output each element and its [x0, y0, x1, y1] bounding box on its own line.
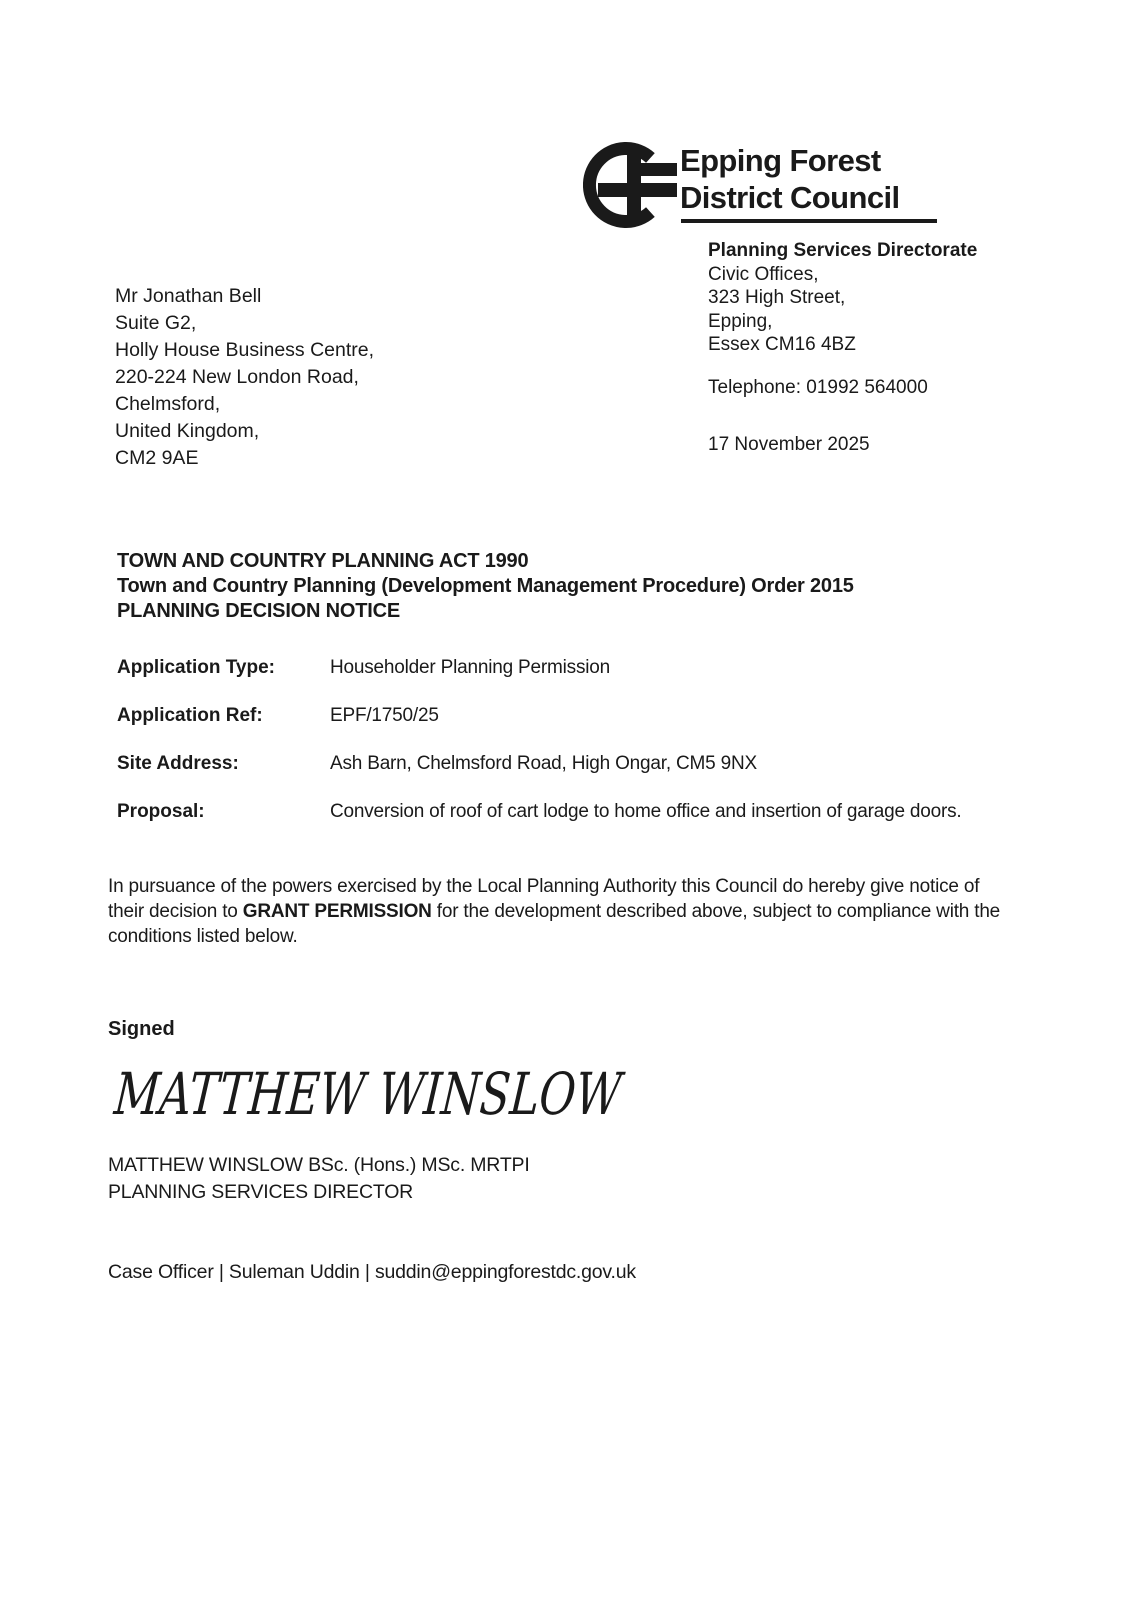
letter-date: 17 November 2025: [708, 434, 870, 455]
sender-address-line: Essex CM16 4BZ: [708, 334, 856, 355]
decision-grant-permission: GRANT PERMISSION: [242, 901, 432, 922]
sender-telephone: Telephone: 01992 564000: [708, 376, 928, 398]
decision-text-after: for the development described above, subject to compliance with the conditions listed below.: [108, 901, 1001, 947]
council-name: [680, 142, 899, 216]
detail-row-application-ref: [117, 703, 998, 728]
recipient-line: United Kingdom,: [115, 420, 260, 442]
detail-label: Proposal:: [117, 801, 205, 822]
heading-notice-line: PLANNING DECISION NOTICE: [117, 600, 400, 622]
recipient-line: Mr Jonathan Bell: [115, 285, 262, 307]
recipient-line: Suite G2,: [115, 312, 197, 334]
recipient-line: Holly House Business Centre,: [115, 339, 375, 361]
application-details: [117, 655, 998, 847]
detail-row-application-type: [117, 655, 998, 680]
heading-act-line: TOWN AND COUNTRY PLANNING ACT 1990: [117, 550, 529, 572]
detail-label: Application Ref:: [117, 705, 263, 726]
signatory-title: PLANNING SERVICES DIRECTOR: [108, 1181, 414, 1203]
detail-value: Ash Barn, Chelmsford Road, High Ongar, CM5 9NX: [330, 753, 757, 774]
recipient-address-block: [115, 283, 374, 472]
notice-heading: [117, 549, 1067, 624]
logo-underline-rule: [681, 219, 937, 223]
sender-block: [708, 239, 977, 457]
detail-value: Conversion of roof of cart lodge to home office and insertion of garage doors.: [330, 801, 962, 822]
sender-department: Planning Services Directorate: [708, 240, 978, 261]
detail-row-proposal: [117, 799, 998, 824]
decision-text-before: In pursuance of the powers exercised by the Local Planning Authority this Council do hereby give notice of their decision to: [108, 876, 980, 922]
case-officer-line: Case Officer | Suleman Uddin | suddin@eppingforestdc.gov.uk: [108, 1261, 636, 1283]
recipient-line: Chelmsford,: [115, 393, 221, 415]
detail-value: Householder Planning Permission: [330, 657, 611, 678]
sender-address-line: 323 High Street,: [708, 287, 846, 308]
heading-order-line: Town and Country Planning (Development Management Procedure) Order 2015: [117, 575, 854, 597]
decision-paragraph: [108, 874, 1020, 949]
signatory-block: [108, 1152, 530, 1206]
efdc-cf-monogram-icon: [583, 140, 677, 229]
director-signature: MATTHEW WINSLOW: [112, 1060, 624, 1128]
detail-label: Application Type:: [117, 657, 275, 678]
recipient-line: 220-224 New London Road,: [115, 366, 359, 388]
signatory-name: MATTHEW WINSLOW BSc. (Hons.) MSc. MRTPI: [108, 1154, 530, 1176]
signed-label: Signed: [108, 1018, 175, 1040]
council-name-line1: Epping Forest: [680, 143, 881, 178]
council-name-line2: District Council: [680, 180, 900, 215]
detail-label: Site Address:: [117, 753, 239, 774]
detail-value: EPF/1750/25: [330, 705, 439, 726]
detail-row-site-address: [117, 751, 998, 776]
sender-address-line: Epping,: [708, 310, 773, 332]
recipient-line: CM2 9AE: [115, 447, 199, 469]
sender-address-line: Civic Offices,: [708, 263, 819, 285]
